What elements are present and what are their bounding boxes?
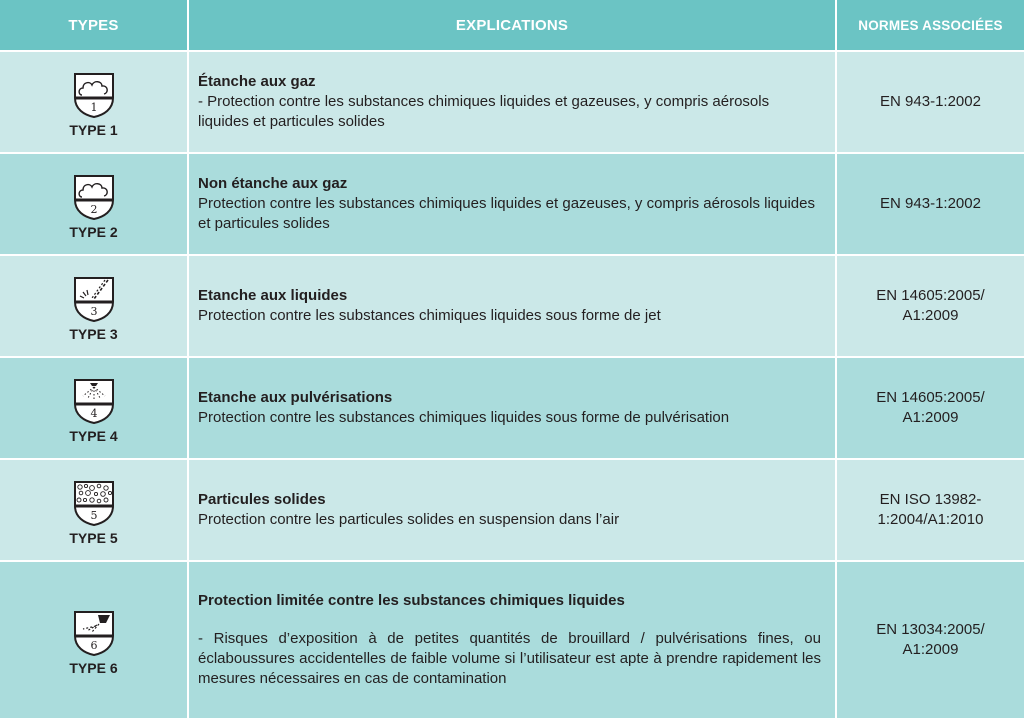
- explication-cell: [187, 356, 835, 458]
- explication-cell: [187, 560, 835, 718]
- explication-cell: [187, 458, 835, 560]
- type-cell: [0, 152, 187, 254]
- norm-cell: EN ISO 13982-1:2004/A1:2010: [835, 458, 1024, 560]
- type-label: TYPE 3: [69, 325, 118, 342]
- explication-title: Etanche aux liquides: [198, 287, 348, 304]
- norm-cell: EN 14605:2005/ A1:2009: [835, 254, 1024, 356]
- norm-cell: EN 14605:2005/ A1:2009: [835, 356, 1024, 458]
- type-number: 1: [90, 100, 97, 114]
- type-cell: [0, 356, 187, 458]
- explication-title: Étanche aux gaz: [198, 73, 316, 90]
- header-explications: EXPLICATIONS: [187, 0, 835, 50]
- type-label: TYPE 6: [69, 659, 118, 676]
- type-label: TYPE 2: [69, 223, 118, 240]
- type-cell: [0, 560, 187, 718]
- explication-desc: Protection contre les substances chimiques liquides sous forme de pulvérisation: [198, 409, 730, 426]
- explication-title: Protection limitée contre les substances chimiques liquides: [198, 592, 625, 609]
- explication-cell: [187, 50, 835, 152]
- header-normes: NORMES ASSOCIÉES: [835, 0, 1024, 50]
- explication-desc: - Protection contre les substances chimiques liquides et gazeuses, y compris aérosols liquides et particules solides: [198, 93, 770, 130]
- type-number: 4: [90, 406, 97, 420]
- type-label: TYPE 4: [69, 427, 118, 444]
- type-number: 2: [90, 202, 97, 216]
- type-label: TYPE 1: [69, 121, 118, 138]
- spray-icon: [72, 377, 116, 425]
- type-cell: [0, 458, 187, 560]
- type-cell: [0, 50, 187, 152]
- limited-splash-icon: [72, 609, 116, 657]
- type-number: 6: [90, 638, 97, 652]
- explication-desc: Protection contre les particules solides en suspension dans l’air: [198, 511, 620, 528]
- type-label: TYPE 5: [69, 529, 118, 546]
- header-types: TYPES: [0, 0, 187, 50]
- explication-cell: [187, 152, 835, 254]
- solid-particles-icon: [72, 479, 116, 527]
- explication-desc: Protection contre les substances chimiques liquides et gazeuses, y compris aérosols liquides et particules solides: [198, 195, 815, 232]
- gas-cloud-icon: [72, 71, 116, 119]
- explication-desc: Protection contre les substances chimiques liquides sous forme de jet: [198, 307, 661, 324]
- norm-cell: EN 943-1:2002: [835, 152, 1024, 254]
- norm-cell: EN 943-1:2002: [835, 50, 1024, 152]
- explication-desc: - Risques d’exposition à de petites quantités de brouillard / pulvérisations fines, ou éclaboussures accidentelles de faible volume si l’utilisateur est apte à prendre rapidement les mesures nécessaires en cas de contamination: [198, 630, 821, 687]
- explication-cell: [187, 254, 835, 356]
- explication-title: Etanche aux pulvérisations: [198, 389, 393, 406]
- explication-title: Particules solides: [198, 491, 326, 508]
- liquid-jet-icon: [72, 275, 116, 323]
- gas-cloud-icon: [72, 173, 116, 221]
- type-cell: [0, 254, 187, 356]
- type-number: 3: [90, 304, 97, 318]
- explication-title: Non étanche aux gaz: [198, 175, 348, 192]
- norm-cell: EN 13034:2005/ A1:2009: [835, 560, 1024, 718]
- type-number: 5: [90, 508, 97, 522]
